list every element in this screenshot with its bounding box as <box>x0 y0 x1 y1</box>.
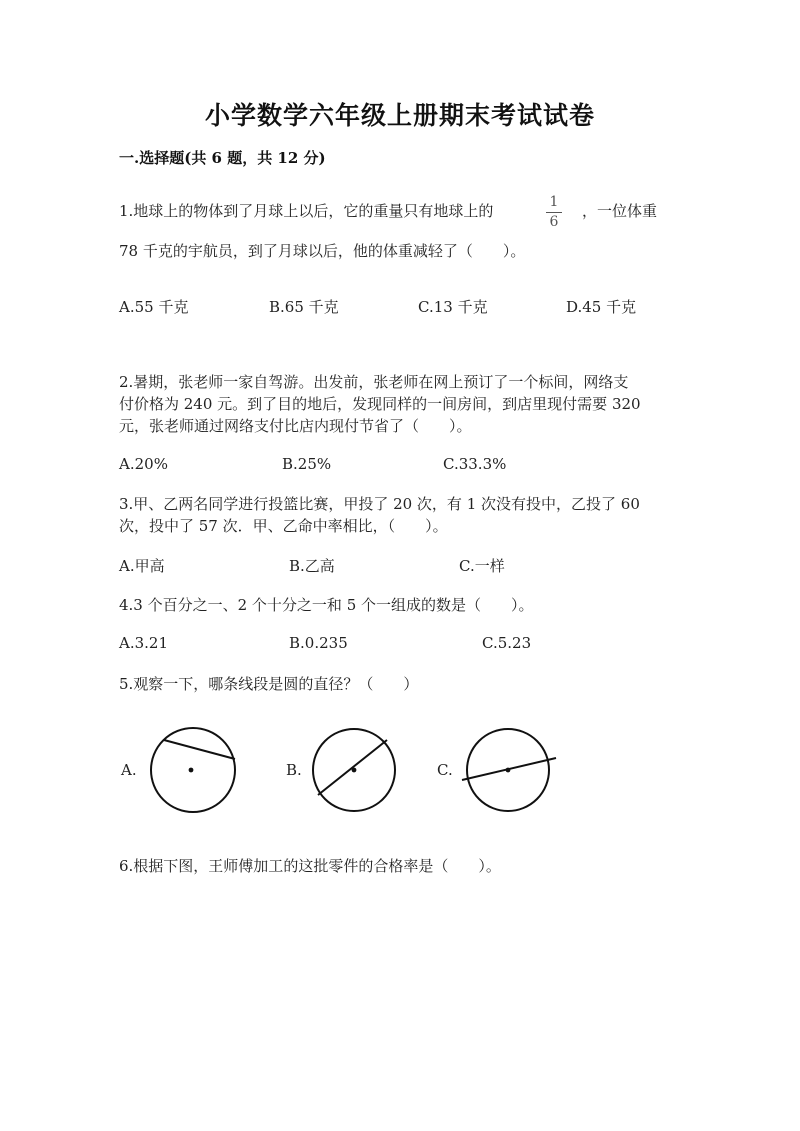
q4-line1: 4.3 个百分之一、2 个十分之一和 5 个一组成的数是（ ）。 <box>119 596 534 614</box>
q1-line1-end: ，一位体重 <box>582 202 658 220</box>
q1-option-d[interactable]: D.45 千克 <box>566 298 637 316</box>
center-dot-a <box>189 768 194 773</box>
q5-option-a-label[interactable]: A. <box>121 761 137 779</box>
circle-figure-c <box>458 720 568 820</box>
q5-line1: 5.观察一下，哪条线段是圆的直径？（ ） <box>119 675 419 693</box>
fraction-bar <box>546 212 562 213</box>
fraction-denominator: 6 <box>549 214 559 230</box>
q1-option-c[interactable]: C.13 千克 <box>418 298 488 316</box>
q6-line1: 6.根据下图，王师傅加工的这批零件的合格率是（ ）。 <box>119 857 501 875</box>
diameter-b <box>318 740 387 795</box>
q2-option-a[interactable]: A.20% <box>119 455 168 473</box>
q1-line2: 78 千克的宇航员，到了月球以后，他的体重减轻了（ ）。 <box>119 242 526 260</box>
fraction-numerator: 1 <box>549 194 559 210</box>
q2-option-b[interactable]: B.25% <box>282 455 332 473</box>
circle-figure-b <box>305 720 415 820</box>
q3-option-a[interactable]: A.甲高 <box>119 557 165 575</box>
q4-option-a[interactable]: A.3.21 <box>119 634 168 652</box>
page-title: 小学数学六年级上册期末考试试卷 <box>204 101 595 130</box>
q3-option-c[interactable]: C.一样 <box>459 557 505 575</box>
center-dot-c <box>506 768 511 773</box>
q2-option-c[interactable]: C.33.3% <box>443 455 507 473</box>
q4-option-c[interactable]: C.5.23 <box>482 634 532 652</box>
q1-option-b[interactable]: B.65 千克 <box>269 298 339 316</box>
q2-line3: 元，张老师通过网络支付比店内现付节省了（ ）。 <box>119 417 472 435</box>
center-dot-b <box>352 768 357 773</box>
q5-option-b-label[interactable]: B. <box>286 761 302 779</box>
q3-line2: 次，投中了 57 次．甲、乙命中率相比，（ ）。 <box>119 517 448 535</box>
section-heading: 一.选择题(共 6 题，共 12 分) <box>119 149 326 167</box>
fraction-one-sixth <box>544 194 564 231</box>
q3-line1: 3.甲、乙两名同学进行投篮比赛，甲投了 20 次，有 1 次没有投中，乙投了 60 <box>119 495 640 513</box>
q1-line1: 1.地球上的物体到了月球上以后，它的重量只有地球上的 <box>119 202 494 220</box>
q2-line2: 付价格为 240 元。到了目的地后，发现同样的一间房间，到店里现付需要 320 <box>119 395 641 413</box>
q4-option-b[interactable]: B.0.235 <box>289 634 348 652</box>
q2-line1: 2.暑期，张老师一家自驾游。出发前，张老师在网上预订了一个标间，网络支 <box>119 373 629 391</box>
circle-figure-a <box>140 720 250 820</box>
q1-option-a[interactable]: A.55 千克 <box>119 298 189 316</box>
q3-option-b[interactable]: B.乙高 <box>289 557 335 575</box>
q5-option-c-label[interactable]: C. <box>437 761 453 779</box>
